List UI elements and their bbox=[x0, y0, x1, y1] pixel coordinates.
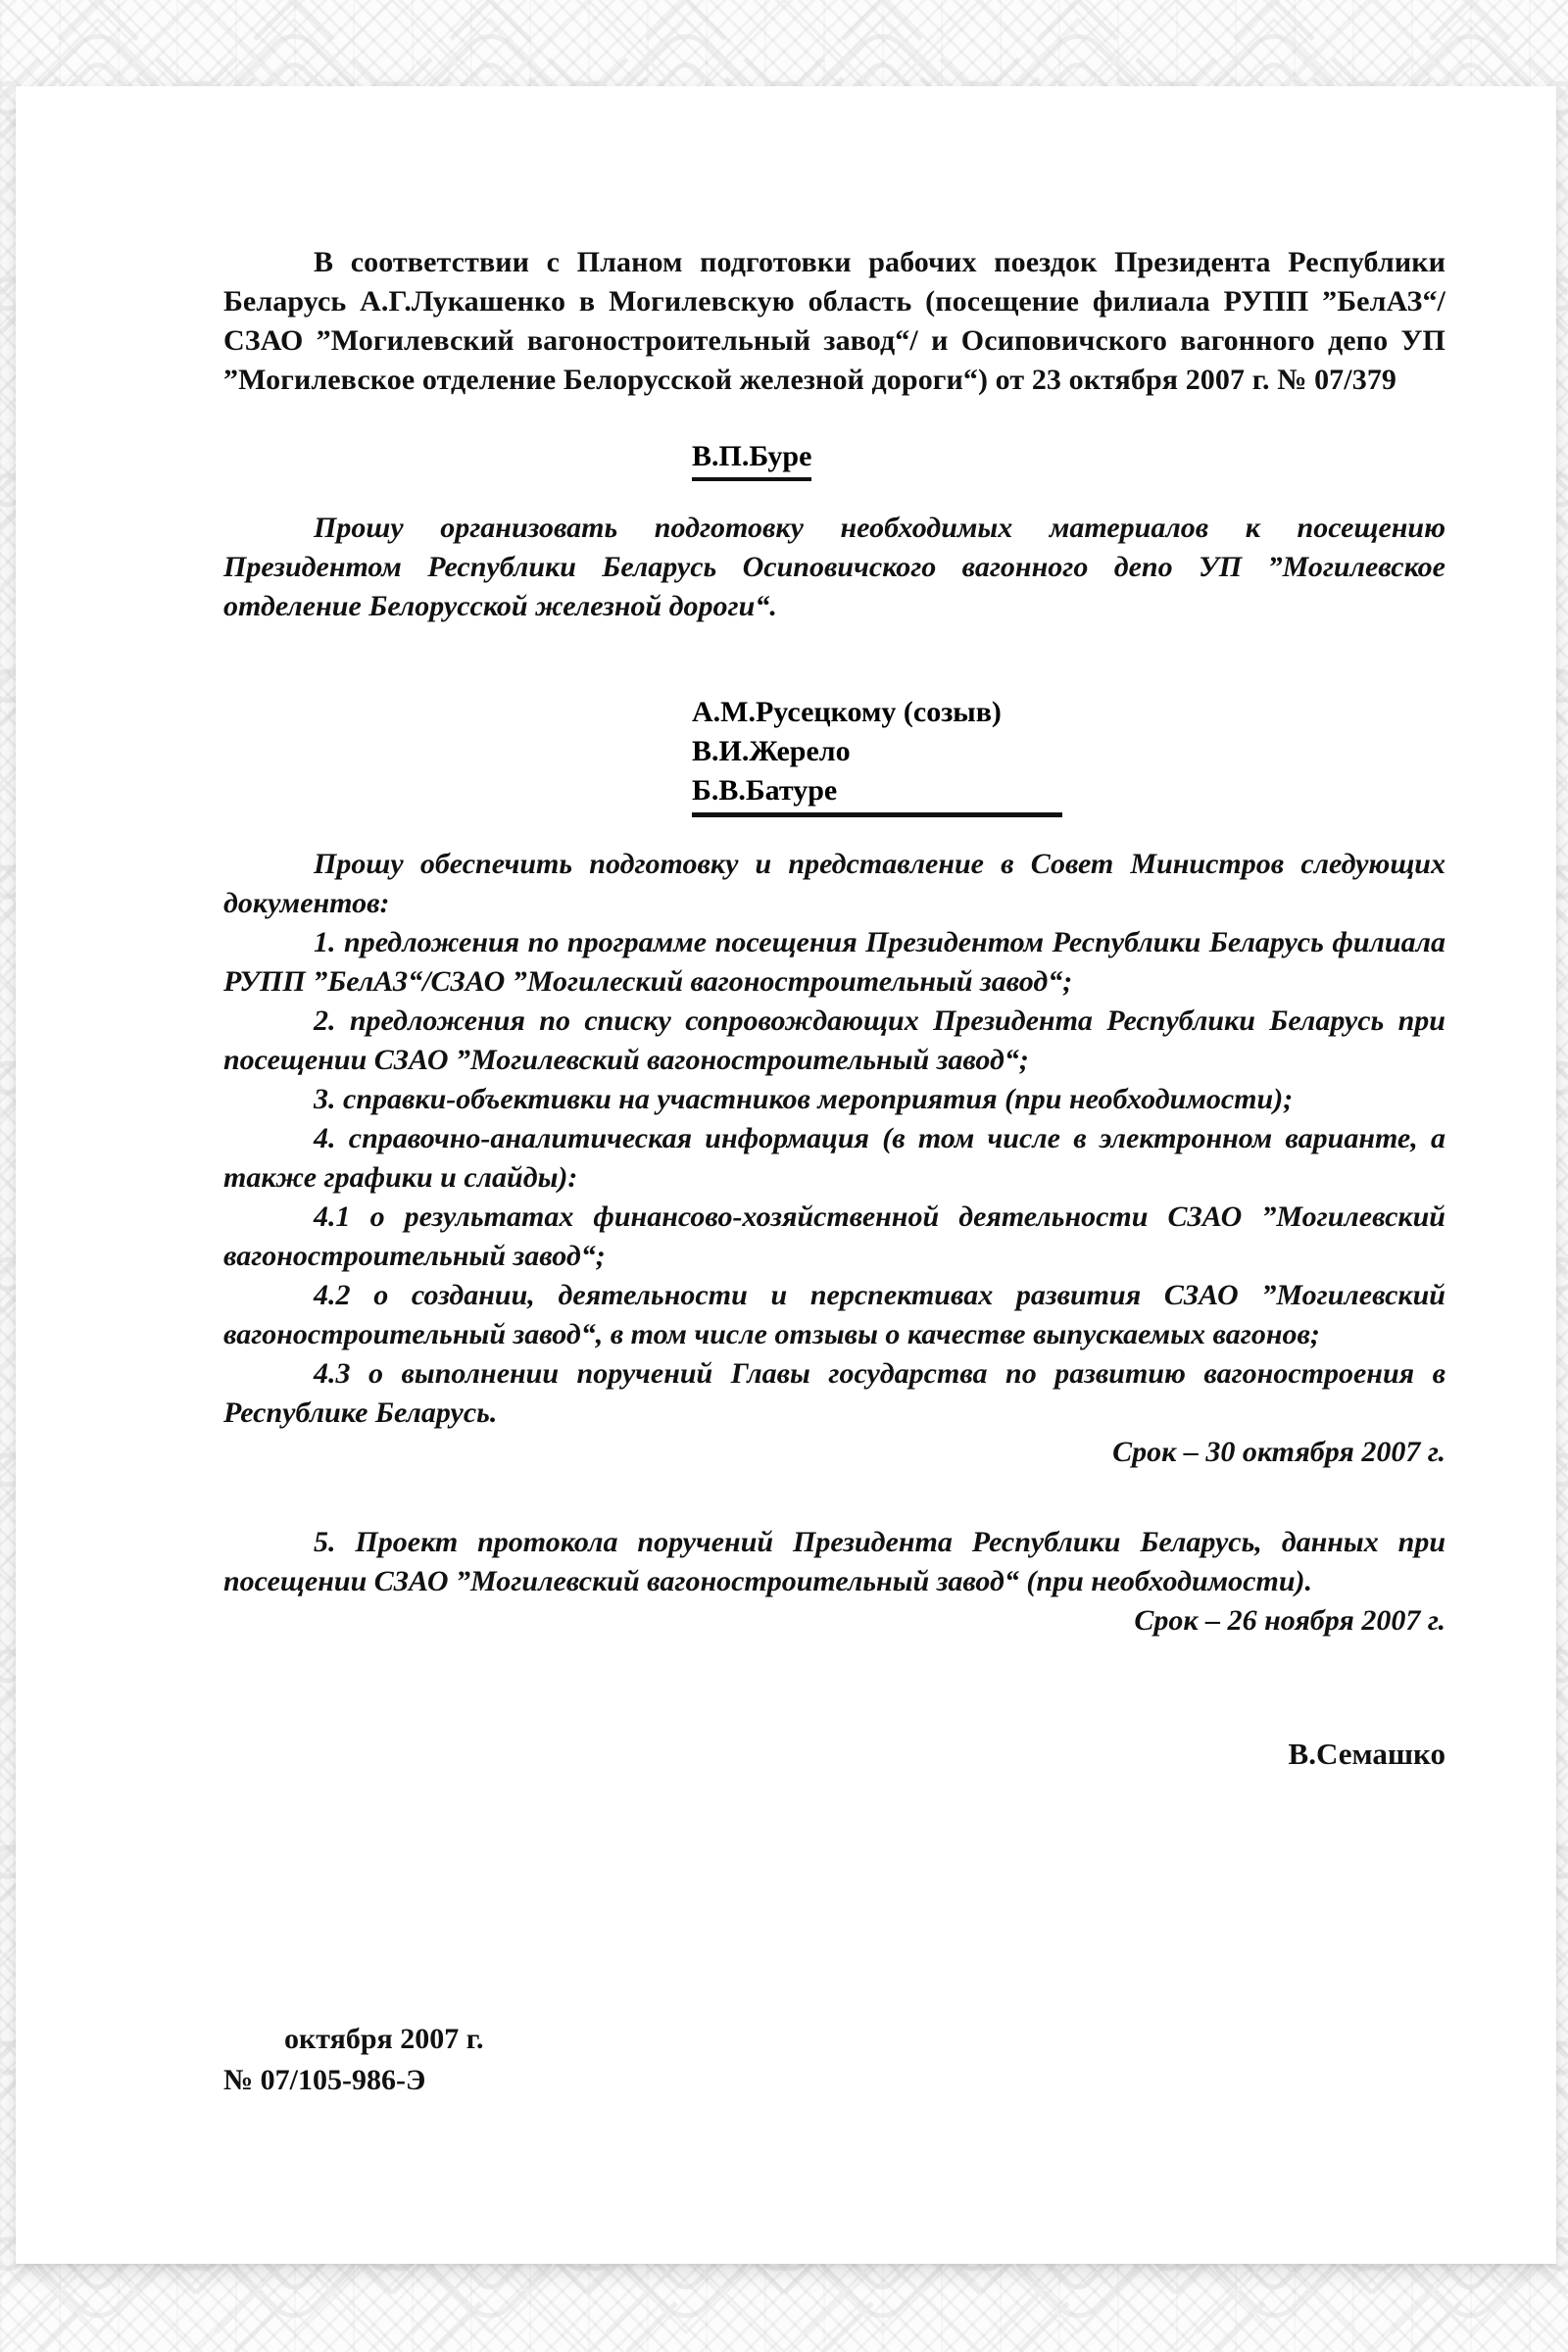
document-footer bbox=[223, 2019, 484, 2101]
list-item-4-3: 4.3 о выполнении поручений Главы государства по развитию вагоностроения в Республике Беларусь. bbox=[223, 1357, 1446, 1429]
document-body bbox=[223, 243, 1446, 1774]
reference-paragraph: В соответствии с Планом подготовки рабочих поездок Президента Республики Беларусь А.Г.Лукашенко в Могилевскую область (посещение филиала РУПП ”БелАЗ“/ СЗАО ”Могилевский вагоностроительный завод“/ и Осиповичского вагонного депо УП ”Могилевское отделение Белорусской железной дороги“) от 23 октября 2007 г. № 07/379 bbox=[223, 246, 1446, 396]
addressee-primary: В.П.Буре bbox=[692, 437, 811, 481]
deadline-second: Срок – 26 ноября 2007 г. bbox=[1134, 1604, 1446, 1637]
list-item-1: 1. предложения по программе посещения Президентом Республики Беларусь филиала РУПП ”БелАЗ“/СЗАО ”Могилеский вагоностроительный завод“; bbox=[223, 926, 1446, 998]
addressee-list bbox=[692, 693, 1446, 817]
list-item-4: 4. справочно-аналитическая информация (в том числе в электронном варианте, а также графики и слайды): bbox=[223, 1122, 1446, 1194]
footer-date: октября 2007 г. bbox=[284, 2023, 484, 2055]
addressee-item-3: Б.В.Батуре bbox=[692, 771, 1062, 817]
list-item-2: 2. предложения по списку сопровождающих Президента Республики Беларусь при посещении СЗАО ”Могилевский вагоностроительный завод“; bbox=[223, 1004, 1446, 1076]
document-page bbox=[16, 86, 1556, 2264]
list-item-5: 5. Проект протокола поручений Президента Республики Беларусь, данных при посещении СЗАО ”Могилевский вагоностроительный завод“ (при необходимости). bbox=[223, 1526, 1446, 1597]
signatory: В.Семашко bbox=[1288, 1737, 1446, 1771]
list-item-4-2: 4.2 о создании, деятельности и перспективах развития СЗАО ”Могилевский вагоностроительный завод“, в том числе отзывы о качестве выпускаемых вагонов; bbox=[223, 1279, 1446, 1350]
list-item-4-1: 4.1 о результатах финансово-хозяйственной деятельности СЗАО ”Могилевский вагоностроительный завод“; bbox=[223, 1200, 1446, 1272]
addressee-item-3-row bbox=[692, 771, 1446, 817]
footer-number: № 07/105-986-Э bbox=[223, 2064, 426, 2096]
addressee-primary-row bbox=[223, 437, 1446, 481]
request-intro: Прошу обеспечить подготовку и представление в Совет Министров следующих документов: bbox=[223, 848, 1446, 919]
instruction-paragraph: Прошу организовать подготовку необходимых материалов к посещению Президентом Республики Беларусь Осиповичского вагонного депо УП ”Могилевское отделение Белорусской железной дороги“. bbox=[223, 512, 1446, 622]
deadline-first: Срок – 30 октября 2007 г. bbox=[1112, 1436, 1446, 1468]
addressee-item-2: В.И.Жерело bbox=[692, 735, 851, 767]
addressee-item-1: А.М.Русецкому (созыв) bbox=[692, 696, 1002, 728]
list-item-3: 3. справки-объективки на участников мероприятия (при необходимости); bbox=[314, 1083, 1294, 1115]
